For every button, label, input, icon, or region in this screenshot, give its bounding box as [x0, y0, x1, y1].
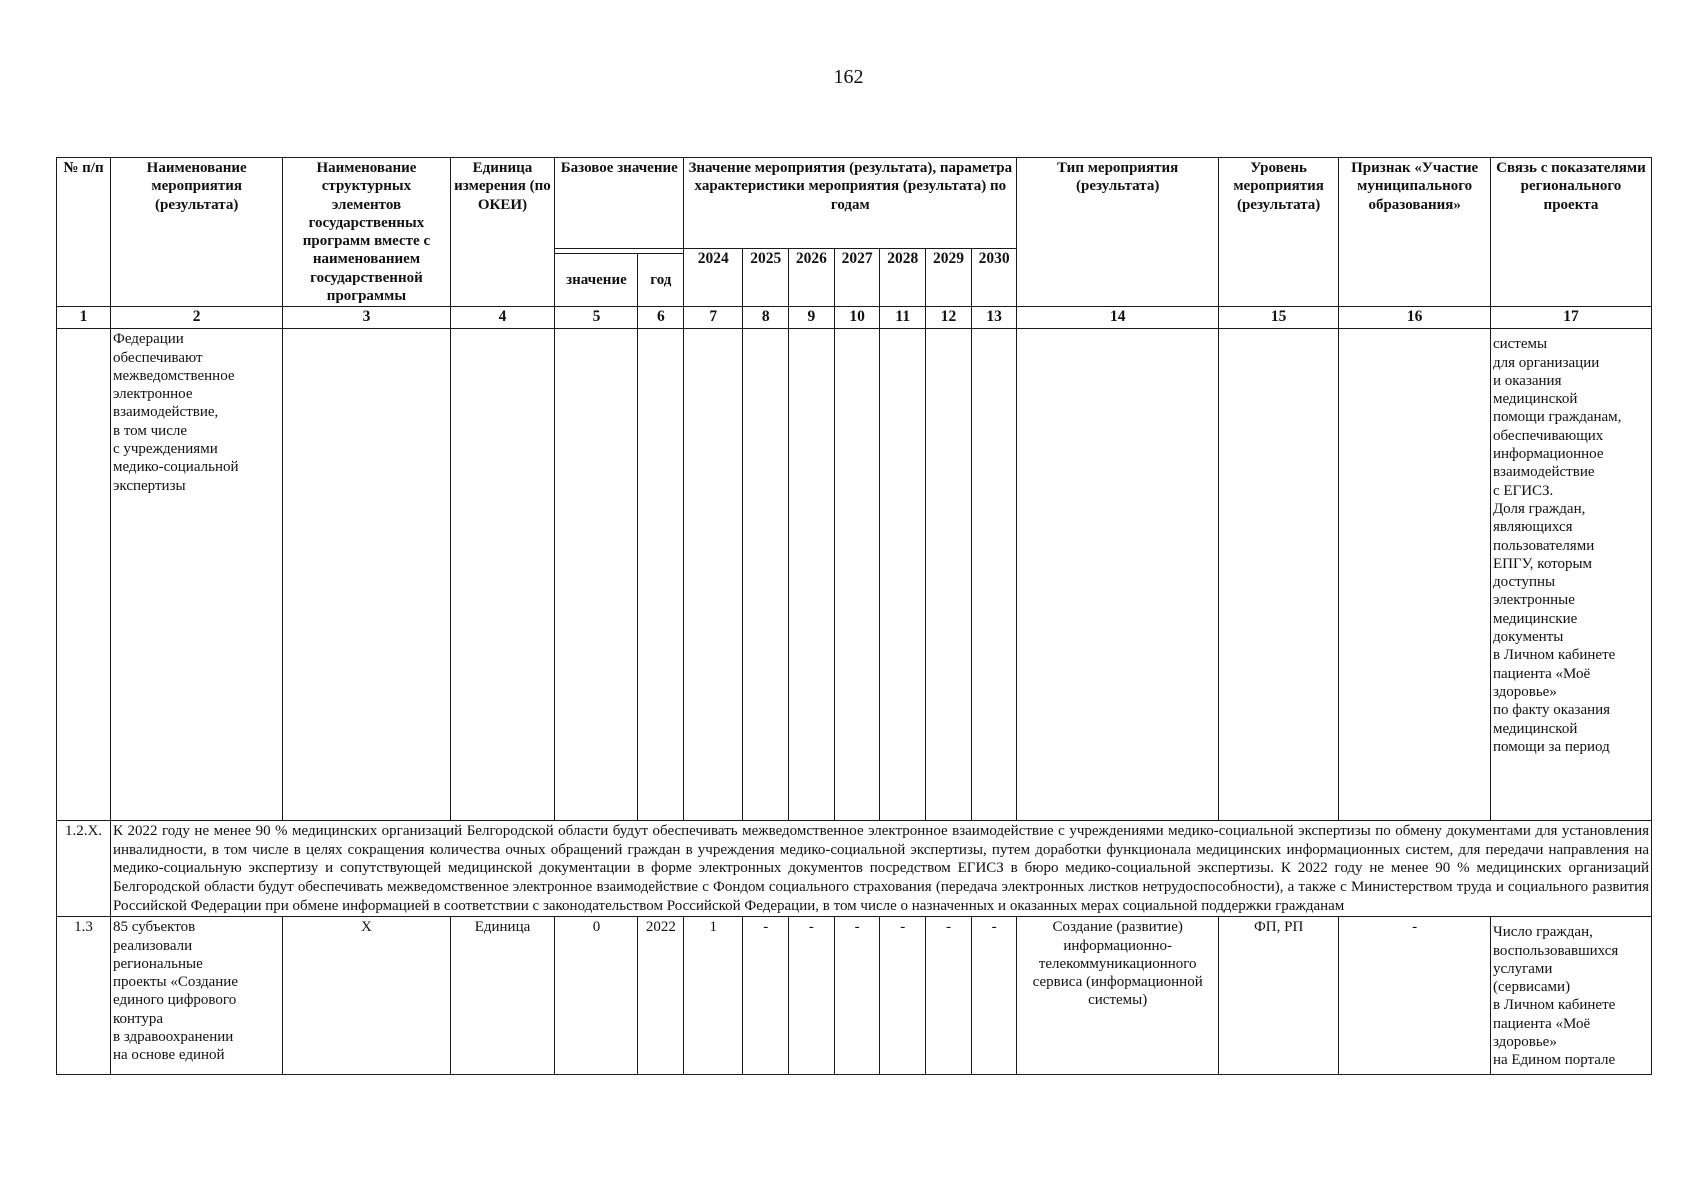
column-number: 10: [834, 307, 880, 329]
header-unit: Единица измерения (по ОКЕИ): [450, 158, 555, 307]
year-2028: 2028: [880, 249, 926, 307]
column-number: 4: [450, 307, 555, 329]
header-base-year-sub: год: [638, 254, 684, 307]
measure-level-cell: ФП, РП: [1218, 917, 1338, 1075]
column-number: 11: [880, 307, 926, 329]
column-number: 14: [1017, 307, 1218, 329]
measures-table: [56, 157, 1652, 1075]
header-measure-level: Уровень мероприятия (результата): [1218, 158, 1338, 307]
measure-name-cell: Федерации обеспечивают межведомственное электронное взаимодействие, в том числе с учреждениями медико-социальной экспертизы: [110, 329, 282, 821]
column-number: 13: [971, 307, 1017, 329]
note-text: К 2022 году не менее 90 % медицинских организаций Белгородской области будут обеспечивать межведомственное электронное взаимодействие с учреждениями медико-социальной экспертизы по обмену документами для установления инвалидности, в том числе в целях сокращения количества очных обращений граждан в учреждения медико-социальной экспертизы, путем доработки функционала медицинских информационных систем, для передачи направления на медико-социальную экспертизу и сопутствующей медицинской документации в форме электронных документов посредством ЕГИСЗ в бюро медико-социальной экспертизы. К 2022 году не менее 90 % медицинских организаций Белгородской области будут обеспечивать межведомственное электронное взаимодействие с Фондом социального страхования (передача электронных листков нетрудоспособности), а также с Министерством труда и социального развития Российской Федерации при обмене информацией в соответствии с законодательством Российской Федерации, в том числе о назначенных и оказанных мерах социальной поддержки гражданам: [110, 821, 1651, 917]
header-base-value: Базовое значение: [555, 158, 684, 249]
municipal-participation-cell: -: [1339, 917, 1491, 1075]
year-2025: 2025: [743, 249, 789, 307]
column-number: 15: [1218, 307, 1338, 329]
base-value-cell: 0: [555, 917, 638, 1075]
value-2024-cell: 1: [684, 917, 743, 1075]
row-number: 1.2.X.: [57, 821, 111, 917]
column-number: 6: [638, 307, 684, 329]
header-measure-type: Тип мероприятия (результата): [1017, 158, 1218, 307]
column-number: 1: [57, 307, 111, 329]
year-2024: 2024: [684, 249, 743, 307]
header-row: [57, 158, 1652, 249]
value-2030-cell: -: [971, 917, 1017, 1075]
header-regional-link: Связь с показателями регионального проекта: [1490, 158, 1651, 307]
column-number: 2: [110, 307, 282, 329]
year-2027: 2027: [834, 249, 880, 307]
unit-cell: Единица: [450, 917, 555, 1075]
row-number: 1.3: [57, 917, 111, 1075]
column-number: 3: [283, 307, 450, 329]
column-number: 17: [1490, 307, 1651, 329]
measure-name-cell: 85 субъектов реализовали региональные проекты «Создание единого цифрового контура в здравоохранении на основе единой: [110, 917, 282, 1075]
column-number: 16: [1339, 307, 1491, 329]
column-number: 5: [555, 307, 638, 329]
value-2029-cell: -: [926, 917, 972, 1075]
value-2026-cell: -: [789, 917, 835, 1075]
table-row-continued: [57, 329, 1652, 821]
header-base-value-sub: значение: [555, 254, 638, 307]
value-2027-cell: -: [834, 917, 880, 1075]
regional-link-cell: Число граждан, воспользовавшихся услугами (сервисами) в Личном кабинете пациента «Моё здоровье» на Едином портале: [1490, 917, 1651, 1075]
column-number: 9: [789, 307, 835, 329]
regional-link-cell: системы для организации и оказания медицинской помощи гражданам, обеспечивающих информационное взаимодействие с ЕГИСЗ. Доля граждан, являющихся пользователями ЕПГУ, которым доступны электронные медицинские документы в Личном кабинете пациента «Моё здоровье» по факту оказания медицинской помощи за период: [1490, 329, 1651, 821]
column-number: 8: [743, 307, 789, 329]
header-municipal-participation: Признак «Участие муниципального образования»: [1339, 158, 1491, 307]
table-row-1-3: [57, 917, 1652, 1075]
value-2025-cell: -: [743, 917, 789, 1075]
header-number: № п/п: [57, 158, 111, 307]
value-2028-cell: -: [880, 917, 926, 1075]
header-measure-name: Наименование мероприятия (результата): [110, 158, 282, 307]
header-structure-elements: Наименование структурных элементов государственных программ вместе с наименованием государственной программы: [283, 158, 450, 307]
column-number: 12: [926, 307, 972, 329]
year-2026: 2026: [789, 249, 835, 307]
structure-cell: Х: [283, 917, 450, 1075]
column-number: 7: [684, 307, 743, 329]
measure-type-cell: Создание (развитие) информационно-телекоммуникационного сервиса (информационной системы): [1017, 917, 1218, 1075]
column-number-row: [57, 307, 1652, 329]
table-row-note: [57, 821, 1652, 917]
base-year-cell: 2022: [638, 917, 684, 1075]
year-2029: 2029: [926, 249, 972, 307]
page-number: 162: [833, 66, 864, 88]
year-2030: 2030: [971, 249, 1017, 307]
header-values-by-year: Значение мероприятия (результата), параметра характеристики мероприятия (результата) по годам: [684, 158, 1017, 249]
